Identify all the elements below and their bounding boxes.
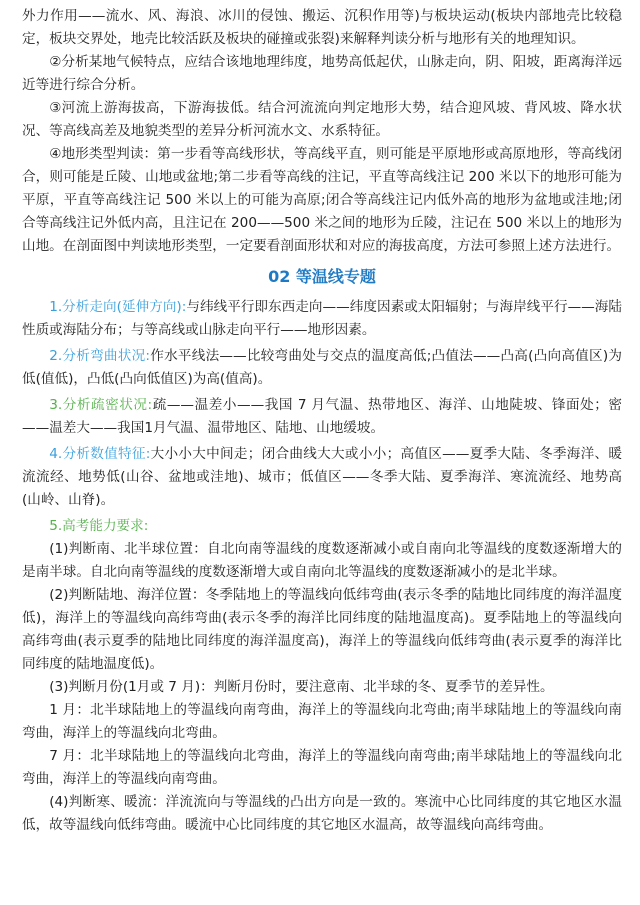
item-bending-text: 作水平线法——比较弯曲处与交点的温度高低;凸值法——凸高(凸向高值区)为低(值低)，凸低(凸向低值区)为高(值高)。: [22, 348, 622, 387]
item-direction-text: 与纬线平行即东西走向——纬度因素或太阳辐射；与海岸线平行——海陆性质或海陆分布；与等高线或山脉走向平行——地形因素。: [22, 299, 623, 338]
item-direction: [22, 296, 622, 342]
sub-currents: (4)判断寒、暖流：洋流流向与等温线的凸出方向是一致的。寒流中心比同纬度的其它地区水温低，故等温线向低纬弯曲。暖流中心比同纬度的其它地区水温高，故等温线向高纬弯曲。: [22, 794, 622, 833]
sub-month: (3)判断月份(1月或 7 月)：判断月份时，要注意南、北半球的冬、夏季节的差异性。: [49, 679, 554, 695]
item-direction-label: 1.分析走向(延伸方向):: [49, 299, 187, 315]
paragraph-climate: ②分析某地气候特点，应结合该地地理纬度，地势高低起伏，山脉走向，阴、阳坡，距离海洋远近等进行综合分析。: [22, 54, 622, 93]
item-values-label: 4.分析数值特征:: [49, 446, 151, 462]
section-title: 02 等温线专题: [268, 267, 376, 286]
item-values: [22, 443, 622, 512]
item-exam-label: 5.高考能力要求:: [49, 518, 149, 534]
item-density-label: 3.分析疏密状况:: [49, 397, 153, 413]
item-bending-label: 2.分析弯曲状况:: [49, 348, 150, 364]
paragraph-river: ③河流上游海拔高，下游海拔低。结合河流流向判定地形大势，结合迎风坡、背风坡、降水状况、等高线高差及地貌类型的差异分析河流水文、水系特征。: [22, 100, 622, 139]
item-density-text: 疏——温差小——我国 7 月气温、热带地区、海洋、山地陡坡、锋面处；密——温差大——我国1月气温、温带地区、陆地、山地缓坡。: [22, 397, 622, 436]
sub-land-sea: (2)判断陆地、海洋位置：冬季陆地上的等温线向低纬弯曲(表示冬季的陆地比同纬度的海洋温度低)，海洋上的等温线向高纬弯曲(表示冬季的海洋比同纬度的陆地温度高)。夏季陆地上的等温线向高纬弯曲(表示夏季的陆地比同纬度的海洋温度高)，海洋上的等温线向低纬弯曲(表示夏季的海洋比同纬度的陆地温度低)。: [22, 587, 622, 672]
sub-hemisphere: (1)判断南、北半球位置：自北向南等温线的度数逐渐减小或自南向北等温线的度数逐渐增大的是南半球。自北向南等温线的度数逐渐增大或自南向北等温线的度数逐渐减小的是北半球。: [22, 541, 622, 580]
paragraph-external-forces: 外力作用——流水、风、海浪、冰川的侵蚀、搬运、沉积作用等)与板块运动(板块内部地壳比较稳定，板块交界处，地壳比较活跃及板块的碰撞或张裂)来解释判读分析与地形有关的地理知识。: [22, 8, 622, 47]
item-values-text: 大小小大中间走；闭合曲线大大或小小；高值区——夏季大陆、冬季海洋、暖流流经、地势低(山谷、盆地或洼地)、城市；低值区——冬季大陆、夏季海洋、寒流流经、地势高(山岭、山脊)。: [22, 446, 622, 508]
item-density: [22, 394, 622, 440]
item-exam-requirements: [22, 515, 622, 538]
sub-july: 7 月：北半球陆地上的等温线向北弯曲，海洋上的等温线向南弯曲;南半球陆地上的等温线向北弯曲，海洋上的等温线向南弯曲。: [22, 748, 622, 787]
sub-january: 1 月：北半球陆地上的等温线向南弯曲，海洋上的等温线向北弯曲;南半球陆地上的等温线向南弯曲，海洋上的等温线向北弯曲。: [22, 702, 622, 741]
item-bending: [22, 345, 622, 391]
paragraph-landform: ④地形类型判读：第一步看等高线形状，等高线平直，则可能是平原地形或高原地形，等高线闭合，则可能是丘陵、山地或盆地;第二步看等高线的注记，平直等高线注记 200 米以下的地形可能为平原，平直等高线注记 500 米以上的可能为高原;闭合等高线注记内低外高的地形为盆地或洼地;闭合等高线注记外低内高，且注记在 200——500 米之间的地形为丘陵，注记在 500 米以上的地形为山地。在剖面图中判读地形类型，一定要看剖面形状和对应的海拔高度，方法可参照上述方法进行。: [22, 146, 622, 254]
